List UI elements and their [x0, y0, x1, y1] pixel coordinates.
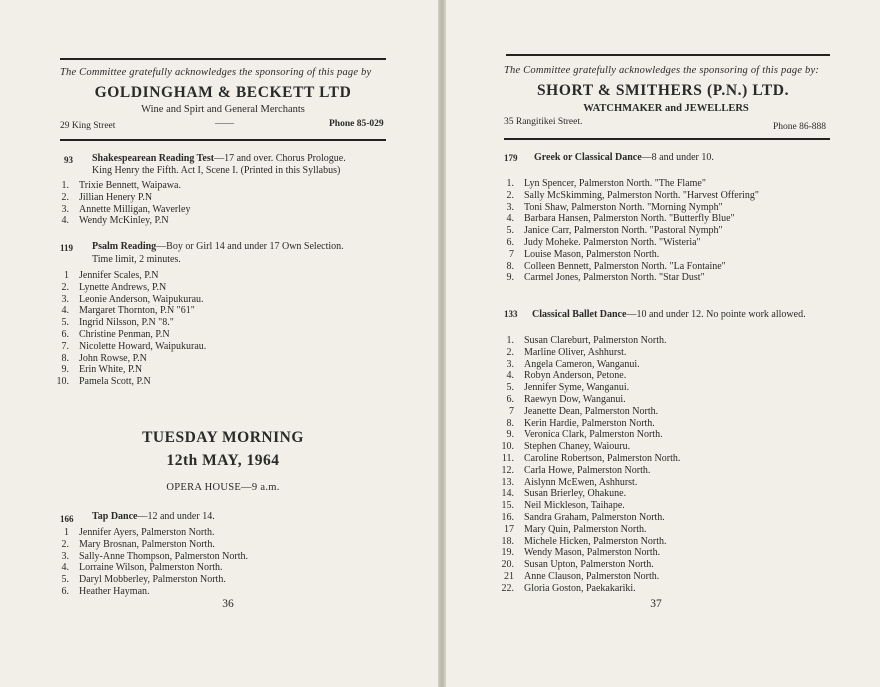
event-title-main: Tap Dance: [92, 511, 138, 522]
entry-name: Janice Carr, Palmerston North. "Pastoral Nymph": [524, 225, 723, 237]
entry-name: Susan Upton, Palmerston North.: [524, 559, 654, 571]
entry-name: Marline Oliver, Ashhurst.: [524, 346, 627, 358]
entry-number: 5.: [61, 574, 69, 586]
sponsor-bottom-rule: [504, 138, 830, 140]
entry-number: 3.: [61, 550, 69, 562]
entry-name: Leonie Anderson, Waipukurau.: [79, 293, 204, 305]
event-number: 179: [504, 153, 518, 163]
sponsor-bottom-rule: [60, 139, 386, 141]
entry-name: Jennifer Syme, Wanganui.: [524, 382, 630, 394]
entry-name: Neil Mickleson, Taihape.: [524, 500, 625, 512]
entry-name: Gloria Goston, Paekakariki.: [524, 582, 636, 594]
entry-number: 11.: [501, 452, 514, 464]
page-number: 37: [650, 598, 662, 610]
entry-name: Heather Hayman.: [79, 585, 150, 597]
entry-name: Jillian Henery P.N: [79, 191, 153, 203]
event-title-rest: —12 and under 14.: [137, 511, 215, 522]
entry-number: 10.: [501, 441, 514, 453]
entry-name: Toni Shaw, Palmerston North. "Morning Nymph": [524, 201, 723, 213]
entry-number: 1: [64, 270, 69, 281]
sponsor-phone: Phone 86-888: [773, 122, 827, 132]
top-rule: [506, 54, 830, 56]
entry-number: 12.: [501, 464, 514, 476]
entry-number: 1.: [506, 178, 514, 189]
entry-name: Anne Clauson, Palmerston North.: [524, 570, 660, 582]
entry-number: 1.: [61, 180, 69, 191]
entry-number: 5.: [61, 317, 69, 329]
entry-name: Daryl Mobberley, Palmerston North.: [79, 574, 226, 586]
event-title-rest: —Boy or Girl 14 and under 17 Own Selection.: [156, 241, 344, 252]
entry-number: 18.: [501, 535, 514, 547]
entry-name: Raewyn Dow, Wanganui.: [524, 393, 626, 405]
entry-number: 4.: [506, 213, 514, 225]
entry-name: Lynette Andrews, P.N: [79, 281, 167, 293]
entry-name: Annette Milligan, Waverley: [79, 203, 191, 215]
entry-number: 4.: [506, 370, 514, 382]
entry-name: Trixie Bennett, Waipawa.: [79, 180, 181, 191]
entry-name: Louise Mason, Palmerston North.: [524, 248, 660, 260]
entry-number: 2.: [61, 281, 69, 293]
sponsor-name: SHORT & SMITHERS (P.N.) LTD.: [536, 82, 790, 99]
entry-number: 5.: [506, 225, 514, 237]
event-subtitle: King Henry the Fifth. Act I, Scene I. (Printed in this Syllabus): [92, 165, 341, 176]
entry-name: Mary Quin, Palmerston North.: [524, 523, 647, 535]
event-subtitle: Time limit, 2 minutes.: [92, 254, 181, 265]
entry-number: 22.: [501, 582, 514, 594]
entry-number: 4.: [61, 305, 69, 317]
entry-number: 6.: [61, 328, 69, 340]
entry-number: 4.: [61, 562, 69, 574]
sponsor-acknowledgement: The Committee gratefully acknowledges the sponsoring of this page by:: [504, 65, 820, 76]
entry-name: Sandra Graham, Palmerston North.: [524, 511, 665, 523]
entry-name: Stephen Chaney, Waiouru.: [524, 441, 631, 453]
event-title-rest: —10 and under 12. No pointe work allowed.: [626, 309, 806, 320]
entry-number: 1: [64, 527, 69, 538]
day-heading: TUESDAY MORNING: [142, 429, 304, 446]
entry-number: 2.: [506, 346, 514, 358]
sponsor-address: 35 Rangitikei Street.: [504, 117, 583, 127]
entry-name: Jeanette Dean, Palmerston North.: [524, 405, 659, 417]
entry-number: 16.: [501, 511, 514, 523]
entry-number: 9.: [506, 272, 514, 284]
entry-number: 6.: [506, 393, 514, 405]
entry-name: Caroline Robertson, Palmerston North.: [524, 452, 681, 464]
entry-name: Angela Cameron, Wanganui.: [524, 358, 640, 370]
entry-number: 3.: [506, 358, 514, 370]
entry-number: 10.: [56, 376, 69, 388]
sponsor-name: GOLDINGHAM & BECKETT LTD: [94, 84, 352, 101]
event-title-rest: —17 and over. Chorus Prologue.: [214, 153, 346, 164]
event-title: [92, 511, 215, 522]
entry-name: Carla Howe, Palmerston North.: [524, 464, 651, 476]
entry-number: 7: [509, 248, 514, 260]
top-rule: [60, 58, 386, 60]
entry-number: 7.: [61, 340, 69, 352]
entry-number: 3.: [61, 203, 69, 215]
entry-name: John Rowse, P.N: [79, 352, 147, 364]
entry-name: Wendy McKinley, P.N: [79, 215, 169, 227]
entry-number: 13.: [501, 476, 514, 488]
entry-number: 19.: [501, 547, 514, 559]
event-title-main: Shakespearean Reading Test: [92, 153, 215, 164]
event-title-main: Greek or Classical Dance: [534, 152, 642, 163]
entry-number: 2.: [506, 189, 514, 201]
entry-name: Carmel Jones, Palmerston North. "Star Dust": [524, 272, 705, 284]
left-page: [0, 0, 438, 687]
entry-name: Pamela Scott, P.N: [79, 376, 151, 388]
entry-name: Margaret Thornton, P.N "61": [79, 305, 195, 317]
entry-name: Ingrid Nilsson, P.N "8.": [79, 317, 174, 329]
entry-name: Lorraine Wilson, Palmerston North.: [79, 562, 223, 574]
entry-number: 7: [509, 405, 514, 417]
entry-number: 8.: [61, 352, 69, 364]
entry-number: 15.: [501, 500, 514, 512]
sponsor-address: 29 King Street: [60, 121, 116, 131]
event-number: 119: [60, 243, 74, 253]
entry-name: Judy Moheke. Palmerston North. "Wisteria": [524, 236, 701, 248]
entry-number: 6.: [61, 585, 69, 597]
event-title: [92, 241, 344, 252]
entry-number: 9.: [506, 429, 514, 441]
entry-name: Sally McSkimming, Palmerston North. "Harvest Offering": [524, 189, 759, 201]
event-title-rest: —8 and under 10.: [641, 152, 714, 163]
entry-number: 8.: [506, 417, 514, 429]
entry-number: 9.: [61, 364, 69, 376]
entry-name: Mary Brosnan, Palmerston North.: [79, 538, 215, 550]
event-title-main: Classical Ballet Dance: [532, 309, 627, 320]
entry-name: Barbara Hansen, Palmerston North. "Butterfly Blue": [524, 213, 735, 225]
event-title-main: Psalm Reading: [92, 241, 157, 252]
entry-number: 21: [504, 570, 514, 582]
page-number: 36: [222, 598, 234, 610]
entry-name: Erin White, P.N: [79, 364, 143, 376]
entry-name: Sally-Anne Thompson, Palmerston North.: [79, 550, 248, 562]
sponsor-phone: Phone 85-029: [329, 119, 384, 129]
sponsor-dash: ——: [215, 119, 234, 129]
event-number: 133: [504, 309, 518, 319]
entry-name: Jennifer Ayers, Palmerston North.: [79, 527, 215, 538]
entry-name: Susan Clareburt, Palmerston North.: [524, 335, 667, 346]
entry-number: 1.: [506, 335, 514, 346]
entry-number: 2.: [61, 538, 69, 550]
entry-name: Jennifer Scales, P.N: [79, 270, 159, 281]
venue: OPERA HOUSE—9 a.m.: [166, 482, 280, 493]
right-page: [446, 0, 880, 687]
entry-number: 4.: [61, 215, 69, 227]
sponsor-tagline: Wine and Spirt and General Merchants: [141, 104, 305, 115]
sponsor-tagline: WATCHMAKER and JEWELLERS: [583, 103, 749, 114]
entry-number: 3.: [61, 293, 69, 305]
entry-name: Veronica Clark, Palmerston North.: [524, 429, 663, 441]
entry-name: Nicolette Howard, Waipukurau.: [79, 340, 207, 352]
entry-number: 2.: [61, 191, 69, 203]
entry-number: 20.: [501, 559, 514, 571]
event-number: 166: [60, 514, 74, 524]
entry-name: Michele Hicken, Palmerston North.: [524, 535, 667, 547]
event-title: [532, 309, 806, 320]
entry-number: 3.: [506, 201, 514, 213]
entry-name: Colleen Bennett, Palmerston North. "La Fontaine": [524, 260, 726, 272]
entry-number: 5.: [506, 382, 514, 394]
entry-number: 8.: [506, 260, 514, 272]
date-heading: 12th MAY, 1964: [166, 452, 280, 469]
entry-name: Christine Penman, P.N: [79, 328, 170, 340]
entry-name: Robyn Anderson, Petone.: [524, 370, 627, 382]
event-title: [534, 152, 714, 163]
event-title: [92, 153, 346, 164]
entry-number: 6.: [506, 236, 514, 248]
entry-name: Kerin Hardie, Palmerston North.: [524, 417, 655, 429]
entry-number: 17: [504, 523, 514, 535]
entry-name: Lyn Spencer, Palmerston North. "The Flame": [524, 178, 706, 189]
entry-name: Aislynn McEwen, Ashhurst.: [524, 476, 638, 488]
book-gutter: [438, 0, 446, 687]
entry-name: Susan Brierley, Ohakune.: [524, 488, 627, 500]
entry-number: 14.: [501, 488, 514, 500]
entry-name: Wendy Mason, Palmerston North.: [524, 547, 661, 559]
sponsor-acknowledgement: The Committee gratefully acknowledges the sponsoring of this page by: [60, 67, 372, 78]
event-number: 93: [64, 155, 73, 165]
